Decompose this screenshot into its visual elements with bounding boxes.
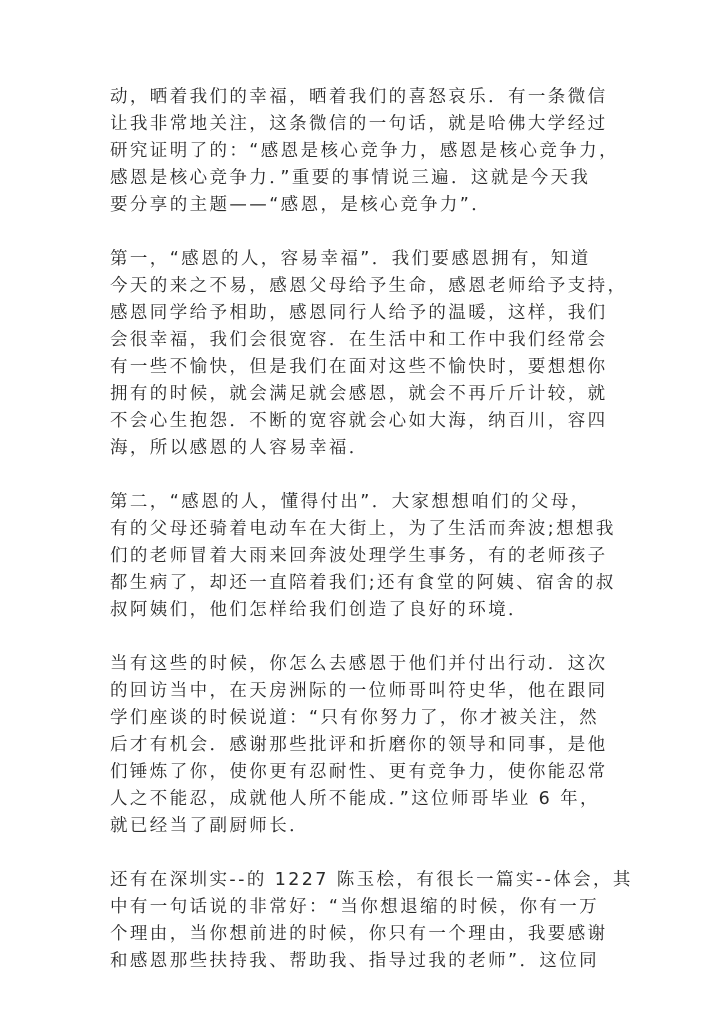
text-line: 海，所以感恩的人容易幸福． [110, 438, 369, 458]
text-line: 让我非常地关注，这条微信的一句话，就是哈佛大学经过 [110, 114, 608, 134]
text-line: 个理由，当你想前进的时候，你只有一个理由，我要感谢 [110, 924, 608, 944]
text-line: 有的父母还骑着电动车在大街上，为了生活而奔波;想想我 [110, 519, 616, 539]
paragraph-point-one [110, 246, 628, 462]
text-line: 人之不能忍，成就他人所不能成．”这位师哥毕业 6 年， [110, 789, 600, 809]
text-line: 会很幸福，我们会很宽容．在生活中和工作中我们经常会 [110, 330, 608, 350]
text-line: 就已经当了副厨师长． [110, 816, 309, 836]
text-line: 还有在深圳实--的 1227 陈玉桧，有很长一篇实--体会，其 [110, 870, 633, 890]
text-line: 研究证明了的：“感恩是核心竞争力，感恩是核心竞争力， [110, 141, 619, 161]
text-line: 动，晒着我们的幸福，晒着我们的喜怒哀乐．有一条微信 [110, 87, 608, 107]
text-line: 中有一句话说的非常好：“当你想退缩的时候，你有一万 [110, 897, 600, 917]
text-line: 们的老师冒着大雨来回奔波处理学生事务，有的老师孩子 [110, 546, 608, 566]
text-line: 当有这些的时候，你怎么去感恩于他们并付出行动．这次 [110, 654, 608, 674]
text-line: 们锤炼了你，使你更有忍耐性、更有竞争力，使你能忍常 [110, 762, 608, 782]
text-line: 感恩同学给予相助，感恩同行人给予的温暖，这样，我们 [110, 303, 608, 323]
text-line: 拥有的时候，就会满足就会感恩，就会不再斤斤计较，就 [110, 384, 608, 404]
paragraph-example-two [110, 867, 633, 975]
paragraph-intro [110, 84, 619, 219]
text-line: 第一，“感恩的人，容易幸福”．我们要感恩拥有，知道 [110, 249, 591, 269]
paragraph-example-one [110, 651, 610, 840]
text-line: 不会心生抱怨．不断的宽容就会心如大海，纳百川，容四 [110, 411, 608, 431]
text-line: 今天的来之不易，感恩父母给予生命，感恩老师给予支持， [110, 276, 628, 296]
document-page [110, 84, 633, 1002]
text-line: 要分享的主题——“感恩，是核心竞争力”． [110, 195, 492, 215]
paragraph-point-two [110, 489, 616, 624]
text-line: 都生病了，却还一直陪着我们;还有食堂的阿姨、宿舍的叔 [110, 573, 616, 593]
text-line: 的回访当中，在天房洲际的一位师哥叫符史华，他在跟同 [110, 681, 608, 701]
text-line: 后才有机会．感谢那些批评和折磨你的领导和同事，是他 [110, 735, 608, 755]
text-line: 和感恩那些扶持我、帮助我、指导过我的老师”．这位同 [110, 951, 600, 971]
text-line: 感恩是核心竞争力．”重要的事情说三遍．这就是今天我 [110, 168, 591, 188]
text-line: 学们座谈的时候说道：“只有你努力了，你才被关注，然 [110, 708, 600, 728]
text-line: 有一些不愉快，但是我们在面对这些不愉快时，要想想你 [110, 357, 608, 377]
text-line: 叔阿姨们，他们怎样给我们创造了良好的环境． [110, 600, 528, 620]
text-line: 第二，“感恩的人，懂得付出”．大家想想咱们的父母， [110, 492, 591, 512]
